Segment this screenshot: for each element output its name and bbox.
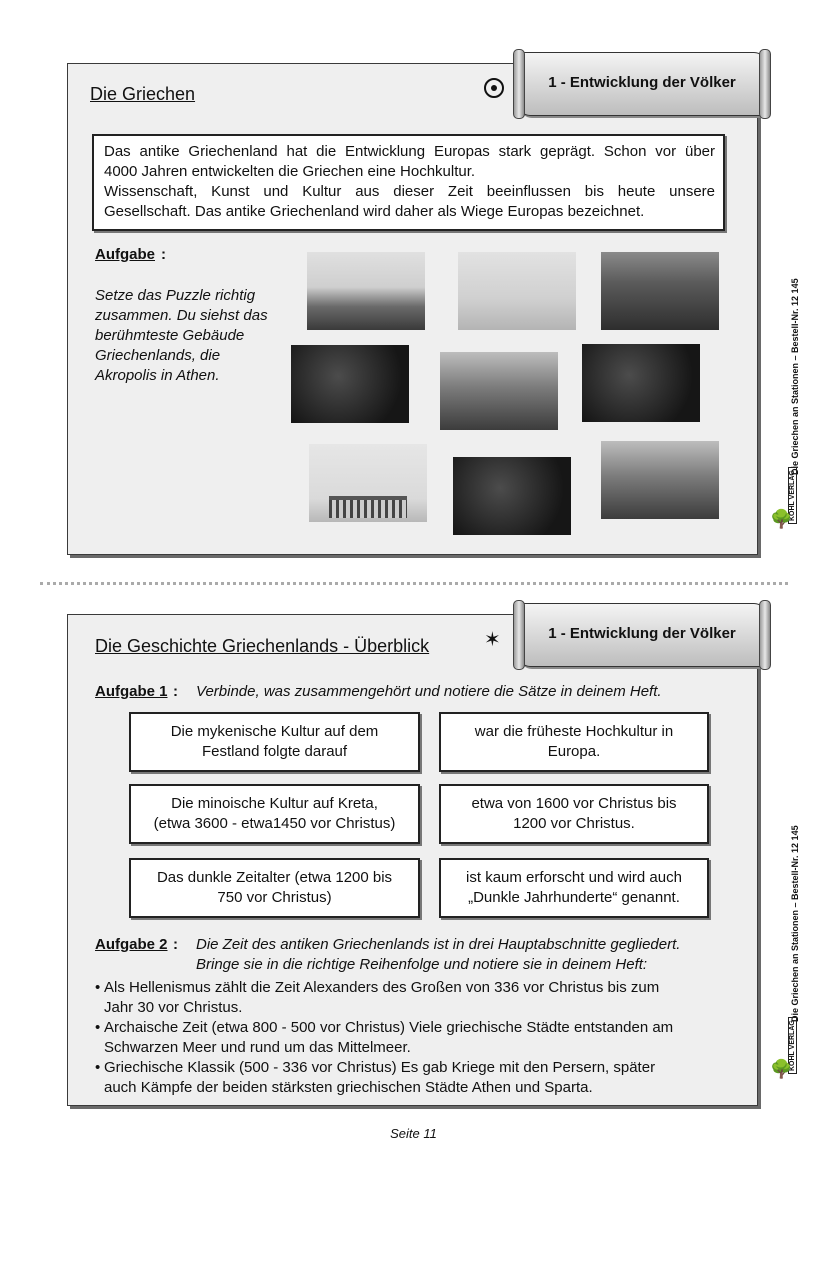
match-box-right[interactable]	[439, 858, 709, 918]
list-item	[95, 978, 745, 1018]
list-line: • Als Hellenismus zählt die Zeit Alexanders des Großen von 336 vor Christus bis zum	[104, 979, 660, 996]
task-line: Setze das Puzzle richtig	[95, 287, 256, 304]
match-line: 1200 vor Christus.	[513, 815, 635, 832]
parthenon-silhouette	[329, 496, 407, 518]
era-list	[95, 978, 745, 1098]
target-icon	[484, 78, 504, 98]
task-line: zusammen. Du siehst das	[95, 307, 268, 324]
scroll-banner	[518, 603, 766, 667]
match-line: Festland folgte darauf	[201, 743, 348, 760]
puzzle-piece-photo[interactable]	[601, 252, 719, 330]
intro-line: 4000 Jahren entwickelten die Griechen eine Hochkultur.	[104, 163, 476, 180]
puzzle-piece-photo[interactable]	[458, 252, 576, 330]
match-line: Europa.	[547, 743, 601, 760]
puzzle-piece-photo[interactable]	[440, 352, 558, 430]
banner-title: 1 - Entwicklung der Völker	[548, 74, 736, 91]
puzzle-piece-photo[interactable]	[307, 252, 425, 330]
match-box-left[interactable]	[129, 712, 420, 772]
scroll-banner	[518, 52, 766, 116]
tree-icon: 🌳	[770, 509, 793, 529]
match-box-left[interactable]	[129, 858, 420, 918]
puzzle-piece-photo[interactable]	[291, 345, 409, 423]
task-instructions	[95, 286, 295, 386]
match-line: etwa von 1600 vor Christus bis	[471, 795, 677, 812]
list-item	[95, 1018, 745, 1058]
page-title: Die Geschichte Griechenlands - Überblick	[95, 636, 430, 656]
page-number: Seite 11	[390, 1126, 437, 1141]
list-line: • Archaische Zeit (etwa 800 - 500 vor Christus) Viele griechische Städte entstanden am	[104, 1019, 674, 1036]
puzzle-piece-photo[interactable]	[601, 441, 719, 519]
match-box-left[interactable]	[129, 784, 420, 844]
task2-text	[196, 935, 680, 975]
publisher-logo-text: KOHL VERLAG	[788, 1017, 797, 1074]
match-line: Das dunkle Zeitalter (etwa 1200 bis	[156, 869, 393, 886]
task2-label: Aufgabe 2	[95, 936, 168, 953]
list-line: • Griechische Klassik (500 - 336 vor Christus) Es gab Kriege mit den Persern, später	[104, 1059, 656, 1076]
puzzle-piece-photo[interactable]	[453, 457, 571, 535]
star-icon: ✶	[484, 629, 501, 651]
intro-textbox	[92, 134, 725, 231]
sidebar-text: Die Griechen an Stationen – Bestell-Nr. 12 145	[790, 825, 800, 1022]
page-title: Die Griechen	[90, 84, 196, 104]
list-line: Schwarzen Meer und rund um das Mittelmeer.	[104, 1039, 411, 1056]
task-line: Bringe sie in die richtige Reihenfolge und notiere sie in deinem Heft:	[196, 956, 648, 973]
match-line: „Dunkle Jahrhunderte“ genannt.	[468, 889, 680, 906]
match-box-right[interactable]	[439, 784, 709, 844]
task-label: Aufgabe	[95, 246, 155, 263]
intro-text	[104, 142, 715, 222]
publisher-logo	[770, 470, 798, 529]
intro-line: Das antike Griechenland hat die Entwicklung Europas stark geprägt. Schon vor über	[104, 143, 715, 160]
list-line: Jahr 30 vor Christus.	[104, 999, 243, 1016]
intro-line: Gesellschaft. Das antike Griechenland wird daher als Wiege Europas bezeichnet.	[104, 203, 645, 220]
match-line: ist kaum erforscht und wird auch	[466, 869, 682, 886]
task1-label: Aufgabe 1	[95, 683, 168, 700]
tree-icon: 🌳	[770, 1059, 793, 1079]
task-line: Akropolis in Athen.	[95, 367, 220, 384]
intro-line: Wissenschaft, Kunst und Kultur aus dieser Zeit beeinflussen bis heute unsere	[104, 183, 715, 200]
puzzle-piece-photo[interactable]	[309, 444, 427, 522]
match-line: (etwa 3600 - etwa1450 vor Christus)	[153, 815, 396, 832]
list-item	[95, 1058, 745, 1098]
task-colon: :	[161, 246, 166, 263]
match-line: Die minoische Kultur auf Kreta,	[171, 795, 378, 812]
puzzle-piece-photo[interactable]	[582, 344, 700, 422]
sidebar-text: Die Griechen an Stationen – Bestell-Nr. 12 145	[790, 278, 800, 475]
task-colon: :	[173, 683, 178, 700]
match-line: Die mykenische Kultur auf dem	[170, 723, 379, 740]
task-colon: :	[173, 936, 178, 953]
list-line: auch Kämpfe der beiden stärksten griechischen Städte Athen und Sparta.	[104, 1079, 593, 1096]
match-line: 750 vor Christus)	[217, 889, 332, 906]
page-divider	[40, 582, 788, 585]
task-line: Die Zeit des antiken Griechenlands ist in drei Hauptabschnitte gegliedert.	[196, 936, 681, 953]
banner-title: 1 - Entwicklung der Völker	[548, 625, 736, 642]
match-line: war die früheste Hochkultur in	[474, 723, 674, 740]
publisher-logo	[770, 1020, 798, 1079]
publisher-logo-text: KOHL VERLAG	[788, 467, 797, 524]
task1-text: Verbinde, was zusammengehört und notiere die Sätze in deinem Heft.	[196, 683, 662, 700]
task-line: berühmteste Gebäude	[95, 327, 245, 344]
match-box-right[interactable]	[439, 712, 709, 772]
task-line: Griechenlands, die	[95, 347, 221, 364]
